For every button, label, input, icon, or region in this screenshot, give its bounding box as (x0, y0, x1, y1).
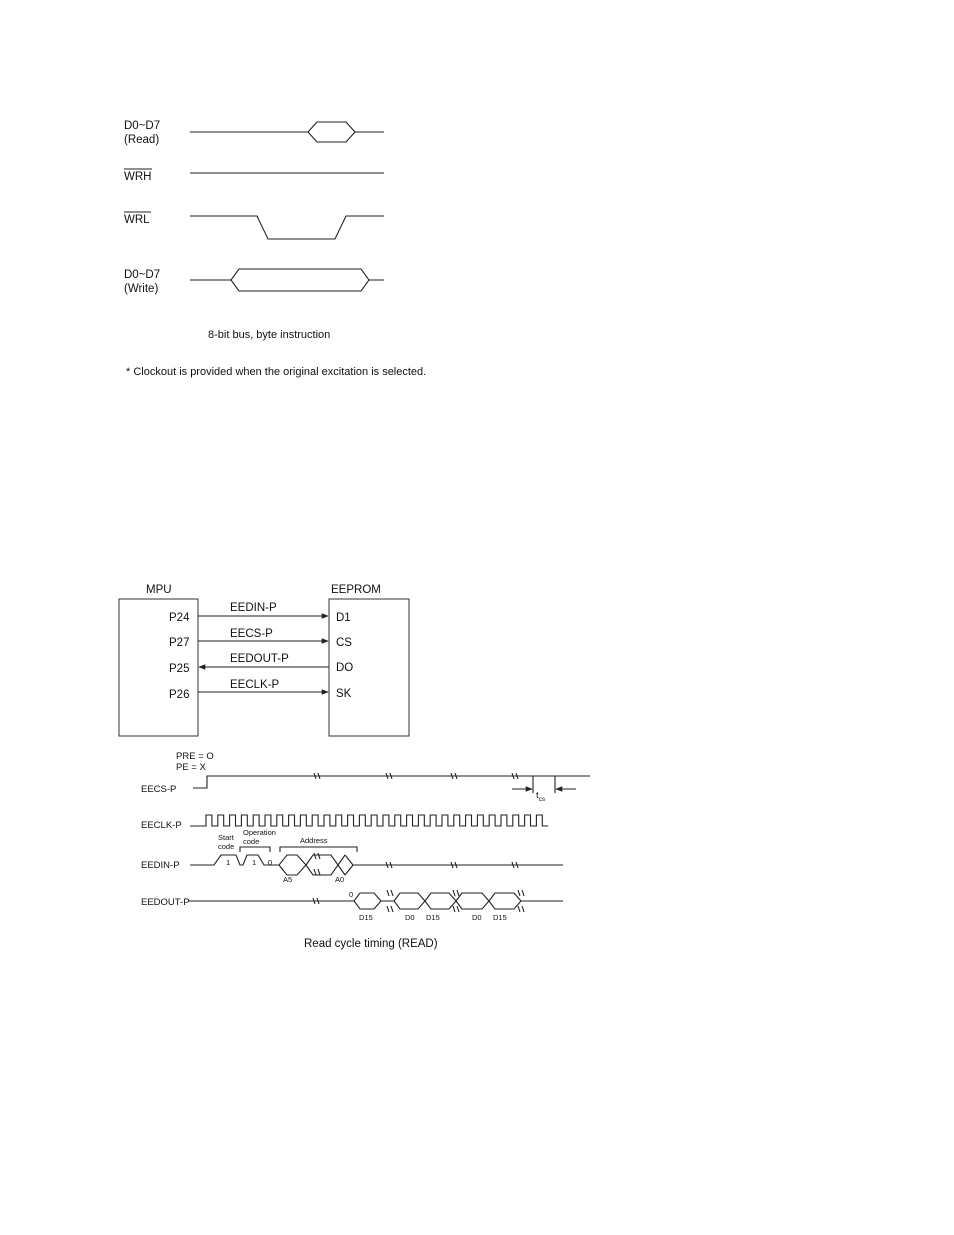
condition-pre: PRE = O (176, 751, 214, 762)
waveform-eeclk-p (190, 815, 548, 826)
dout-label-d15-3: D15 (493, 913, 507, 922)
bit-start-1: 1 (226, 858, 231, 867)
signal-label-d0-d7-read-line1: D0~D7 (124, 120, 161, 132)
operation-code-bracket (240, 847, 270, 852)
signal-label-wrl: WRL (124, 214, 150, 226)
dout-label-d15-2: D15 (426, 913, 440, 922)
signal-label-d0-d7-write-line2: (Write) (124, 283, 159, 295)
footnote-clockout: * Clockout is provided when the original excitation is selected. (126, 366, 427, 378)
bit-a5: A5 (283, 875, 293, 884)
signal-label-wrh: WRH (124, 171, 152, 183)
mpu-pin-p24: P24 (169, 612, 190, 624)
signal-eedin-p: EEDIN-P (230, 602, 277, 614)
eeprom-pin-do: DO (336, 662, 354, 674)
waveform-eedout-p (188, 893, 563, 909)
bit-a0: A0 (335, 875, 345, 884)
mpu-pin-p26: P26 (169, 689, 190, 701)
read-timing-diagram (141, 751, 590, 950)
signal-label-eecs-p: EECS-P (141, 784, 177, 795)
operation-code-line2: code (243, 837, 260, 846)
write-timing-diagram (124, 120, 426, 378)
start-code-line1: Start (218, 833, 234, 842)
eeprom-label: EEPROM (331, 584, 381, 596)
dout-label-d15-1: D15 (359, 913, 373, 922)
eeprom-connection-diagram (119, 584, 409, 736)
address-bracket (280, 847, 357, 852)
dout-start-0: 0 (349, 890, 354, 899)
waveform-eedin-p (190, 855, 563, 875)
waveform-wrl (190, 216, 384, 239)
write-timing-caption: 8-bit bus, byte instruction (208, 329, 331, 341)
condition-pe: PE = X (176, 762, 206, 773)
signal-label-d0-d7-write-line1: D0~D7 (124, 269, 161, 281)
bit-op-0: 0 (268, 858, 273, 867)
tcs-label (536, 790, 546, 803)
tcs-t: t (536, 790, 539, 801)
address-label: Address (300, 836, 328, 845)
eeprom-pin-d1: D1 (336, 612, 351, 624)
waveform-d0-d7-write (190, 269, 384, 291)
signal-label-eedin-p: EEDIN-P (141, 860, 180, 871)
mpu-pin-p27: P27 (169, 637, 190, 649)
signal-label-eeclk-p: EECLK-P (141, 820, 182, 831)
dout-label-d0-1: D0 (405, 913, 415, 922)
signal-eedout-p: EEDOUT-P (230, 653, 289, 665)
read-timing-caption: Read cycle timing (READ) (304, 938, 438, 950)
signal-label-d0-d7-read-line2: (Read) (124, 134, 160, 146)
signal-eecs-p: EECS-P (230, 628, 273, 640)
dout-label-d0-2: D0 (472, 913, 482, 922)
tcs-sub: cs (538, 796, 546, 803)
bit-op-1: 1 (252, 858, 257, 867)
signal-label-eedout-p: EEDOUT-P (141, 897, 190, 908)
start-code-line2: code (218, 842, 235, 851)
eeprom-pin-sk: SK (336, 688, 352, 700)
mpu-pin-p25: P25 (169, 663, 190, 675)
eeprom-pin-cs: CS (336, 637, 352, 649)
mpu-label: MPU (146, 584, 172, 596)
operation-code-line1: Operation (243, 828, 276, 837)
waveform-d0-d7-read (190, 122, 384, 142)
signal-eeclk-p: EECLK-P (230, 679, 280, 691)
